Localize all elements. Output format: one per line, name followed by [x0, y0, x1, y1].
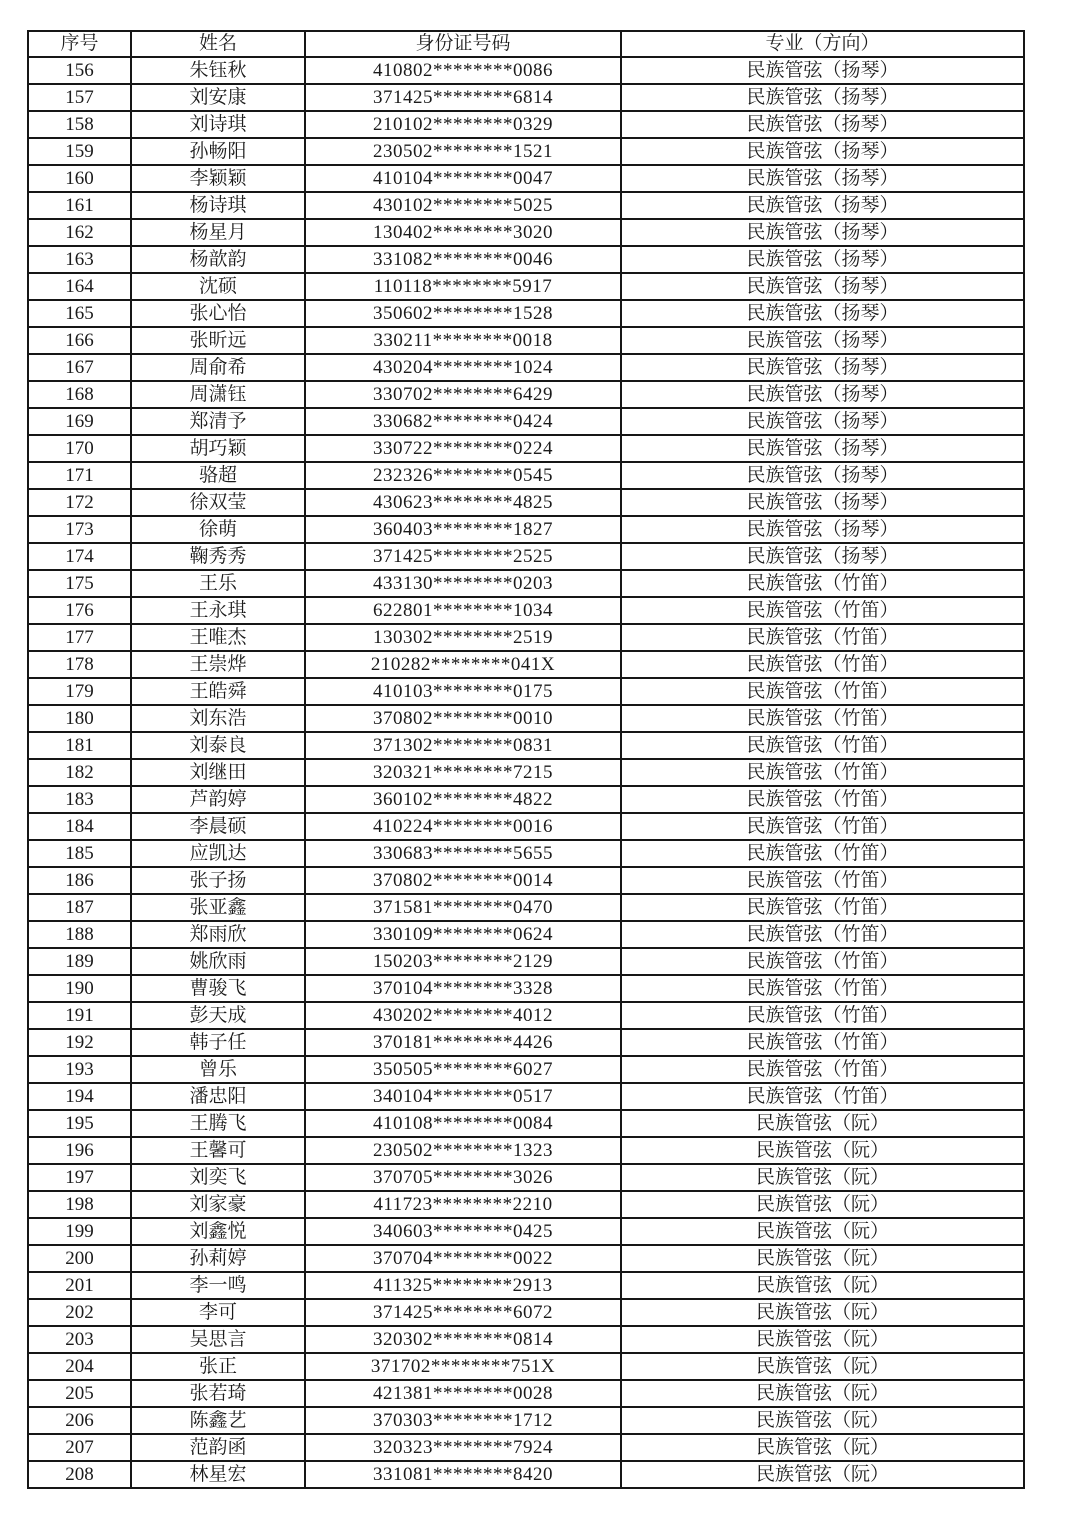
- name-cell: 刘诗琪: [131, 111, 305, 138]
- id-cell: 370802********0010: [305, 705, 621, 732]
- serial-cell: 163: [28, 246, 131, 273]
- id-cell: 230502********1521: [305, 138, 621, 165]
- table-row: [28, 759, 1024, 786]
- major-cell: 民族管弦（竹笛）: [621, 759, 1024, 786]
- col-header-serial: 序号: [28, 31, 131, 57]
- name-cell: 王乐: [131, 570, 305, 597]
- major-cell: 民族管弦（扬琴）: [621, 327, 1024, 354]
- name-cell: 沈硕: [131, 273, 305, 300]
- table-row: [28, 1272, 1024, 1299]
- id-cell: 230502********1323: [305, 1137, 621, 1164]
- major-cell: 民族管弦（竹笛）: [621, 813, 1024, 840]
- table-row: [28, 1083, 1024, 1110]
- major-cell: 民族管弦（阮）: [621, 1353, 1024, 1380]
- name-cell: 韩子任: [131, 1029, 305, 1056]
- id-cell: 410224********0016: [305, 813, 621, 840]
- major-cell: 民族管弦（竹笛）: [621, 1056, 1024, 1083]
- name-cell: 张正: [131, 1353, 305, 1380]
- table-row: [28, 867, 1024, 894]
- name-cell: 朱钰秋: [131, 57, 305, 84]
- table-row: [28, 516, 1024, 543]
- name-cell: 彭天成: [131, 1002, 305, 1029]
- serial-cell: 183: [28, 786, 131, 813]
- major-cell: 民族管弦（扬琴）: [621, 57, 1024, 84]
- name-cell: 曾乐: [131, 1056, 305, 1083]
- name-cell: 刘东浩: [131, 705, 305, 732]
- table-body: [28, 57, 1024, 1488]
- serial-cell: 175: [28, 570, 131, 597]
- id-cell: 360403********1827: [305, 516, 621, 543]
- table-row: [28, 1137, 1024, 1164]
- table-row: [28, 840, 1024, 867]
- id-cell: 410103********0175: [305, 678, 621, 705]
- roster-table: [27, 30, 1025, 1489]
- name-cell: 张昕远: [131, 327, 305, 354]
- serial-cell: 158: [28, 111, 131, 138]
- name-cell: 刘家豪: [131, 1191, 305, 1218]
- table-row: [28, 1029, 1024, 1056]
- serial-cell: 188: [28, 921, 131, 948]
- id-cell: 330211********0018: [305, 327, 621, 354]
- major-cell: 民族管弦（竹笛）: [621, 975, 1024, 1002]
- id-cell: 110118********5917: [305, 273, 621, 300]
- table-row: [28, 435, 1024, 462]
- id-cell: 330683********5655: [305, 840, 621, 867]
- id-cell: 371302********0831: [305, 732, 621, 759]
- id-cell: 331081********8420: [305, 1461, 621, 1488]
- major-cell: 民族管弦（竹笛）: [621, 1029, 1024, 1056]
- col-header-name: 姓名: [131, 31, 305, 57]
- serial-cell: 189: [28, 948, 131, 975]
- major-cell: 民族管弦（阮）: [621, 1299, 1024, 1326]
- table-row: [28, 1218, 1024, 1245]
- id-cell: 370802********0014: [305, 867, 621, 894]
- name-cell: 刘安康: [131, 84, 305, 111]
- name-cell: 刘泰良: [131, 732, 305, 759]
- id-cell: 410108********0084: [305, 1110, 621, 1137]
- table-row: [28, 192, 1024, 219]
- table-row: [28, 624, 1024, 651]
- id-cell: 330722********0224: [305, 435, 621, 462]
- name-cell: 王皓舜: [131, 678, 305, 705]
- table-row: [28, 246, 1024, 273]
- serial-cell: 182: [28, 759, 131, 786]
- name-cell: 王唯杰: [131, 624, 305, 651]
- id-cell: 371425********6814: [305, 84, 621, 111]
- name-cell: 骆超: [131, 462, 305, 489]
- major-cell: 民族管弦（阮）: [621, 1461, 1024, 1488]
- name-cell: 刘鑫悦: [131, 1218, 305, 1245]
- name-cell: 杨星月: [131, 219, 305, 246]
- serial-cell: 176: [28, 597, 131, 624]
- id-cell: 150203********2129: [305, 948, 621, 975]
- id-cell: 411723********2210: [305, 1191, 621, 1218]
- id-cell: 330702********6429: [305, 381, 621, 408]
- name-cell: 郑清予: [131, 408, 305, 435]
- serial-cell: 156: [28, 57, 131, 84]
- table-row: [28, 921, 1024, 948]
- table-row: [28, 948, 1024, 975]
- major-cell: 民族管弦（扬琴）: [621, 435, 1024, 462]
- table-row: [28, 786, 1024, 813]
- major-cell: 民族管弦（扬琴）: [621, 462, 1024, 489]
- id-cell: 320323********7924: [305, 1434, 621, 1461]
- table-row: [28, 354, 1024, 381]
- major-cell: 民族管弦（竹笛）: [621, 921, 1024, 948]
- serial-cell: 165: [28, 300, 131, 327]
- name-cell: 王馨可: [131, 1137, 305, 1164]
- name-cell: 徐萌: [131, 516, 305, 543]
- table-row: [28, 1002, 1024, 1029]
- major-cell: 民族管弦（扬琴）: [621, 111, 1024, 138]
- major-cell: 民族管弦（竹笛）: [621, 651, 1024, 678]
- serial-cell: 161: [28, 192, 131, 219]
- serial-cell: 173: [28, 516, 131, 543]
- major-cell: 民族管弦（竹笛）: [621, 840, 1024, 867]
- id-cell: 370303********1712: [305, 1407, 621, 1434]
- serial-cell: 170: [28, 435, 131, 462]
- id-cell: 370704********0022: [305, 1245, 621, 1272]
- serial-cell: 186: [28, 867, 131, 894]
- table-row: [28, 300, 1024, 327]
- serial-cell: 208: [28, 1461, 131, 1488]
- name-cell: 李颖颖: [131, 165, 305, 192]
- serial-cell: 203: [28, 1326, 131, 1353]
- id-cell: 371581********0470: [305, 894, 621, 921]
- major-cell: 民族管弦（竹笛）: [621, 624, 1024, 651]
- id-cell: 371425********6072: [305, 1299, 621, 1326]
- major-cell: 民族管弦（竹笛）: [621, 948, 1024, 975]
- id-cell: 210102********0329: [305, 111, 621, 138]
- name-cell: 郑雨欣: [131, 921, 305, 948]
- serial-cell: 167: [28, 354, 131, 381]
- id-cell: 360102********4822: [305, 786, 621, 813]
- table-row: [28, 1110, 1024, 1137]
- name-cell: 张亚鑫: [131, 894, 305, 921]
- id-cell: 430623********4825: [305, 489, 621, 516]
- table-row: [28, 1245, 1024, 1272]
- table-row: [28, 597, 1024, 624]
- major-cell: 民族管弦（扬琴）: [621, 300, 1024, 327]
- major-cell: 民族管弦（扬琴）: [621, 273, 1024, 300]
- table-row: [28, 381, 1024, 408]
- name-cell: 芦韵婷: [131, 786, 305, 813]
- major-cell: 民族管弦（扬琴）: [621, 219, 1024, 246]
- table-row: [28, 813, 1024, 840]
- id-cell: 430102********5025: [305, 192, 621, 219]
- serial-cell: 166: [28, 327, 131, 354]
- id-cell: 370705********3026: [305, 1164, 621, 1191]
- name-cell: 王崇烨: [131, 651, 305, 678]
- serial-cell: 168: [28, 381, 131, 408]
- major-cell: 民族管弦（阮）: [621, 1218, 1024, 1245]
- id-cell: 622801********1034: [305, 597, 621, 624]
- serial-cell: 191: [28, 1002, 131, 1029]
- name-cell: 应凯达: [131, 840, 305, 867]
- serial-cell: 172: [28, 489, 131, 516]
- serial-cell: 171: [28, 462, 131, 489]
- serial-cell: 205: [28, 1380, 131, 1407]
- serial-cell: 207: [28, 1434, 131, 1461]
- major-cell: 民族管弦（扬琴）: [621, 138, 1024, 165]
- name-cell: 孙畅阳: [131, 138, 305, 165]
- serial-cell: 169: [28, 408, 131, 435]
- serial-cell: 201: [28, 1272, 131, 1299]
- id-cell: 340104********0517: [305, 1083, 621, 1110]
- major-cell: 民族管弦（扬琴）: [621, 192, 1024, 219]
- major-cell: 民族管弦（竹笛）: [621, 1002, 1024, 1029]
- serial-cell: 177: [28, 624, 131, 651]
- major-cell: 民族管弦（阮）: [621, 1380, 1024, 1407]
- major-cell: 民族管弦（扬琴）: [621, 381, 1024, 408]
- serial-cell: 181: [28, 732, 131, 759]
- major-cell: 民族管弦（阮）: [621, 1137, 1024, 1164]
- id-cell: 331082********0046: [305, 246, 621, 273]
- major-cell: 民族管弦（扬琴）: [621, 516, 1024, 543]
- major-cell: 民族管弦（竹笛）: [621, 597, 1024, 624]
- table-row: [28, 111, 1024, 138]
- table-row: [28, 138, 1024, 165]
- id-cell: 130402********3020: [305, 219, 621, 246]
- major-cell: 民族管弦（竹笛）: [621, 786, 1024, 813]
- serial-cell: 178: [28, 651, 131, 678]
- table-row: [28, 462, 1024, 489]
- serial-cell: 164: [28, 273, 131, 300]
- major-cell: 民族管弦（阮）: [621, 1164, 1024, 1191]
- serial-cell: 160: [28, 165, 131, 192]
- table-row: [28, 1353, 1024, 1380]
- serial-cell: 187: [28, 894, 131, 921]
- serial-cell: 204: [28, 1353, 131, 1380]
- serial-cell: 198: [28, 1191, 131, 1218]
- name-cell: 杨歆韵: [131, 246, 305, 273]
- id-cell: 320321********7215: [305, 759, 621, 786]
- name-cell: 周潇钰: [131, 381, 305, 408]
- name-cell: 吴思言: [131, 1326, 305, 1353]
- table-row: [28, 570, 1024, 597]
- name-cell: 李晨硕: [131, 813, 305, 840]
- name-cell: 范韵函: [131, 1434, 305, 1461]
- id-cell: 370181********4426: [305, 1029, 621, 1056]
- major-cell: 民族管弦（竹笛）: [621, 705, 1024, 732]
- major-cell: 民族管弦（阮）: [621, 1407, 1024, 1434]
- table-row: [28, 1380, 1024, 1407]
- serial-cell: 199: [28, 1218, 131, 1245]
- id-cell: 350602********1528: [305, 300, 621, 327]
- serial-cell: 190: [28, 975, 131, 1002]
- major-cell: 民族管弦（阮）: [621, 1245, 1024, 1272]
- table-row: [28, 1461, 1024, 1488]
- id-cell: 320302********0814: [305, 1326, 621, 1353]
- name-cell: 曹骏飞: [131, 975, 305, 1002]
- table-row: [28, 975, 1024, 1002]
- serial-cell: 197: [28, 1164, 131, 1191]
- name-cell: 李一鸣: [131, 1272, 305, 1299]
- name-cell: 王永琪: [131, 597, 305, 624]
- name-cell: 杨诗琪: [131, 192, 305, 219]
- serial-cell: 206: [28, 1407, 131, 1434]
- name-cell: 张子扬: [131, 867, 305, 894]
- id-cell: 330109********0624: [305, 921, 621, 948]
- id-cell: 411325********2913: [305, 1272, 621, 1299]
- id-cell: 340603********0425: [305, 1218, 621, 1245]
- table-row: [28, 1299, 1024, 1326]
- major-cell: 民族管弦（阮）: [621, 1272, 1024, 1299]
- table-row: [28, 327, 1024, 354]
- major-cell: 民族管弦（竹笛）: [621, 1083, 1024, 1110]
- major-cell: 民族管弦（扬琴）: [621, 84, 1024, 111]
- table-row: [28, 732, 1024, 759]
- table-row: [28, 1164, 1024, 1191]
- major-cell: 民族管弦（阮）: [621, 1326, 1024, 1353]
- name-cell: 刘继田: [131, 759, 305, 786]
- id-cell: 410104********0047: [305, 165, 621, 192]
- id-cell: 421381********0028: [305, 1380, 621, 1407]
- serial-cell: 184: [28, 813, 131, 840]
- major-cell: 民族管弦（竹笛）: [621, 867, 1024, 894]
- major-cell: 民族管弦（阮）: [621, 1434, 1024, 1461]
- major-cell: 民族管弦（竹笛）: [621, 678, 1024, 705]
- name-cell: 周俞希: [131, 354, 305, 381]
- serial-cell: 195: [28, 1110, 131, 1137]
- id-cell: 350505********6027: [305, 1056, 621, 1083]
- table-row: [28, 219, 1024, 246]
- table-row: [28, 57, 1024, 84]
- serial-cell: 174: [28, 543, 131, 570]
- major-cell: 民族管弦（竹笛）: [621, 732, 1024, 759]
- serial-cell: 159: [28, 138, 131, 165]
- serial-cell: 185: [28, 840, 131, 867]
- serial-cell: 179: [28, 678, 131, 705]
- id-cell: 433130********0203: [305, 570, 621, 597]
- name-cell: 潘忠阳: [131, 1083, 305, 1110]
- name-cell: 鞠秀秀: [131, 543, 305, 570]
- table-row: [28, 543, 1024, 570]
- serial-cell: 194: [28, 1083, 131, 1110]
- table-row: [28, 165, 1024, 192]
- table-row: [28, 1056, 1024, 1083]
- id-cell: 371702********751X: [305, 1353, 621, 1380]
- table-header-row: [28, 31, 1024, 57]
- name-cell: 姚欣雨: [131, 948, 305, 975]
- id-cell: 130302********2519: [305, 624, 621, 651]
- major-cell: 民族管弦（扬琴）: [621, 543, 1024, 570]
- table-row: [28, 705, 1024, 732]
- major-cell: 民族管弦（竹笛）: [621, 570, 1024, 597]
- major-cell: 民族管弦（竹笛）: [621, 894, 1024, 921]
- major-cell: 民族管弦（阮）: [621, 1110, 1024, 1137]
- id-cell: 330682********0424: [305, 408, 621, 435]
- table-row: [28, 678, 1024, 705]
- name-cell: 林星宏: [131, 1461, 305, 1488]
- serial-cell: 192: [28, 1029, 131, 1056]
- table-row: [28, 84, 1024, 111]
- table-row: [28, 1407, 1024, 1434]
- name-cell: 胡巧颖: [131, 435, 305, 462]
- name-cell: 刘奕飞: [131, 1164, 305, 1191]
- table-row: [28, 489, 1024, 516]
- serial-cell: 200: [28, 1245, 131, 1272]
- table-row: [28, 1434, 1024, 1461]
- id-cell: 210282********041X: [305, 651, 621, 678]
- id-cell: 430202********4012: [305, 1002, 621, 1029]
- serial-cell: 193: [28, 1056, 131, 1083]
- id-cell: 370104********3328: [305, 975, 621, 1002]
- serial-cell: 196: [28, 1137, 131, 1164]
- name-cell: 张心怡: [131, 300, 305, 327]
- name-cell: 陈鑫艺: [131, 1407, 305, 1434]
- major-cell: 民族管弦（扬琴）: [621, 246, 1024, 273]
- name-cell: 徐双莹: [131, 489, 305, 516]
- col-header-id-number: 身份证号码: [305, 31, 621, 57]
- major-cell: 民族管弦（阮）: [621, 1191, 1024, 1218]
- table-row: [28, 1326, 1024, 1353]
- table-row: [28, 894, 1024, 921]
- serial-cell: 180: [28, 705, 131, 732]
- id-cell: 430204********1024: [305, 354, 621, 381]
- table-row: [28, 273, 1024, 300]
- serial-cell: 157: [28, 84, 131, 111]
- id-cell: 371425********2525: [305, 543, 621, 570]
- major-cell: 民族管弦（扬琴）: [621, 354, 1024, 381]
- id-cell: 232326********0545: [305, 462, 621, 489]
- serial-cell: 202: [28, 1299, 131, 1326]
- table-row: [28, 651, 1024, 678]
- major-cell: 民族管弦（扬琴）: [621, 489, 1024, 516]
- table-row: [28, 408, 1024, 435]
- serial-cell: 162: [28, 219, 131, 246]
- id-cell: 410802********0086: [305, 57, 621, 84]
- name-cell: 张若琦: [131, 1380, 305, 1407]
- major-cell: 民族管弦（扬琴）: [621, 165, 1024, 192]
- major-cell: 民族管弦（扬琴）: [621, 408, 1024, 435]
- col-header-major: 专业（方向）: [621, 31, 1024, 57]
- name-cell: 王腾飞: [131, 1110, 305, 1137]
- table-row: [28, 1191, 1024, 1218]
- name-cell: 孙莉婷: [131, 1245, 305, 1272]
- name-cell: 李可: [131, 1299, 305, 1326]
